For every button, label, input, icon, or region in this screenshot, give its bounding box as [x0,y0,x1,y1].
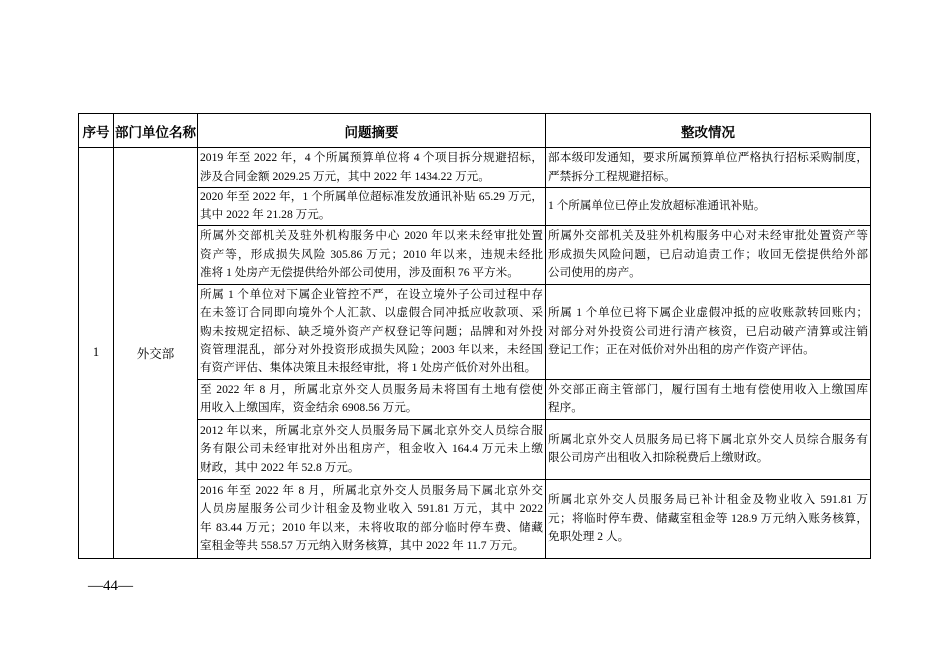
problem-line: 涉及合同金额 2029.25 万元，其中 2022 年 1434.22 万元。 [200,169,490,183]
seq-cell: 1 [79,148,114,559]
rectification-line: 公司使用的房产。 [548,266,641,280]
problem-cell [198,188,546,226]
rectification-line: 元；将临时停车费、储藏室租金等 128.9 万元纳入账务核算， [548,511,868,525]
problem-cell [198,419,546,479]
rectification-cell [546,379,871,419]
rectification-line: 对部分对外投资公司进行清产核资，已启动破产清算或注销 [548,324,868,338]
rectification-cell [546,284,871,379]
rectification-line: 登记工作；正在对低价对外出租的房产作资产评估。 [548,343,815,357]
problem-line: 2020 年至 2022 年，1 个所属单位超标准发放通讯补贴 65.29 万元， [200,190,543,203]
problem-line: 用收入上缴国库，资金结余 6908.56 万元。 [200,401,418,415]
problem-line: 购未按规定招标、缺乏境外资产产权登记等问题；品牌和对外投 [200,324,543,338]
rectification-line: 部本级印发通知，要求所属预算单位严格执行招标采购制度， [548,151,868,165]
table-row [79,225,871,284]
problem-line: 其中 2022 年 21.28 万元。 [200,208,331,222]
table-header-row [79,114,871,148]
rectification-cell [546,188,871,226]
table-row [79,379,871,419]
table-row [79,479,871,558]
rectification-line: 1 个所属单位已停止发放超标准通讯补贴。 [548,199,766,213]
rectification-line: 所属北京外交人员服务局已补计租金及物业收入 591.81 万 [548,493,868,507]
table-row [79,148,871,188]
problem-line: 人员房屋服务公司少计租金及物业收入 591.81 万元，其中 2022 [200,502,543,516]
table-row [79,284,871,379]
problem-line: 所属外交部机关及驻外机构服务中心 2020 年以来未经审批处置 [200,229,543,243]
problem-line: 在未签订合同即向境外个人汇款、以虚假合同冲抵应收款项、采 [200,306,543,320]
problem-line: 资管理混乱，部分对外投资形成损失风险；2003 年以来，未经国 [200,343,543,357]
header-rectification: 整改情况 [546,114,871,148]
rectification-table [78,113,871,559]
problem-line: 资产等，形成损失风险 305.86 万元；2010 年以来，违规未经批 [200,247,543,261]
table-row [79,419,871,479]
rectification-line: 程序。 [548,401,583,415]
problem-line: 至 2022 年 8 月，所属北京外交人员服务局未将国有土地有偿使 [200,382,543,396]
rectification-cell [546,225,871,284]
problem-line: 务有限公司未经审批对外出租房产，租金收入 164.4 万元未上缴 [200,442,543,456]
rectification-cell [546,419,871,479]
rectification-cell [546,479,871,558]
problem-line: 年 83.44 万元；2010 年以来，未将收取的部分临时停车费、储藏 [200,520,543,534]
rectification-cell [546,148,871,188]
problem-cell [198,379,546,419]
rectification-line: 所属北京外交人员服务局已将下属北京外交人员综合服务有 [548,432,868,446]
page-number: —44— [88,578,133,594]
problem-line: 所属 1 个单位对下属企业管控不严，在设立境外子公司过程中存 [200,287,543,301]
problem-line: 财政，其中 2022 年 52.8 万元。 [200,460,360,474]
problem-cell [198,148,546,188]
problem-cell [198,284,546,379]
problem-cell [198,479,546,558]
dept-cell: 外交部 [114,148,198,559]
problem-line: 有资产评估、集体决策且未报经审批，将 1 处房产低价对外出租。 [200,361,537,375]
header-dept: 部门单位名称 [114,114,198,148]
rectification-line: 形成损失风险问题，已启动追责工作；收回无偿提供给外部 [548,247,868,261]
problem-line: 室租金等共 558.57 万元纳入财务核算，其中 2022 年 11.7 万元。 [200,539,525,553]
rectification-line: 限公司房产出租收入扣除税费后上缴财政。 [548,451,769,465]
header-problem: 问题摘要 [198,114,546,148]
problem-line: 2012 年以来，所属北京外交人员服务局下属北京外交人员综合服 [200,423,543,437]
header-seq: 序号 [79,114,114,148]
table-row [79,188,871,226]
problem-cell [198,225,546,284]
problem-line: 2016 年至 2022 年 8 月，所属北京外交人员服务局下属北京外交 [200,484,543,497]
rectification-line: 所属 1 个单位已将下属企业虚假冲抵的应收账款转回账内； [548,306,868,320]
rectification-line: 严禁拆分工程规避招标。 [548,169,676,183]
rectification-line: 外交部正商主管部门，履行国有土地有偿使用收入上缴国库 [548,382,868,396]
rectification-line: 所属外交部机关及驻外机构服务中心对未经审批处置资产等 [548,229,868,243]
problem-line: 准将 1 处房产无偿提供给外部公司使用，涉及面积 76 平方米。 [200,266,519,280]
problem-line: 2019 年至 2022 年，4 个所属预算单位将 4 个项目拆分规避招标， [200,151,543,165]
rectification-line: 免职处理 2 人。 [548,530,630,544]
